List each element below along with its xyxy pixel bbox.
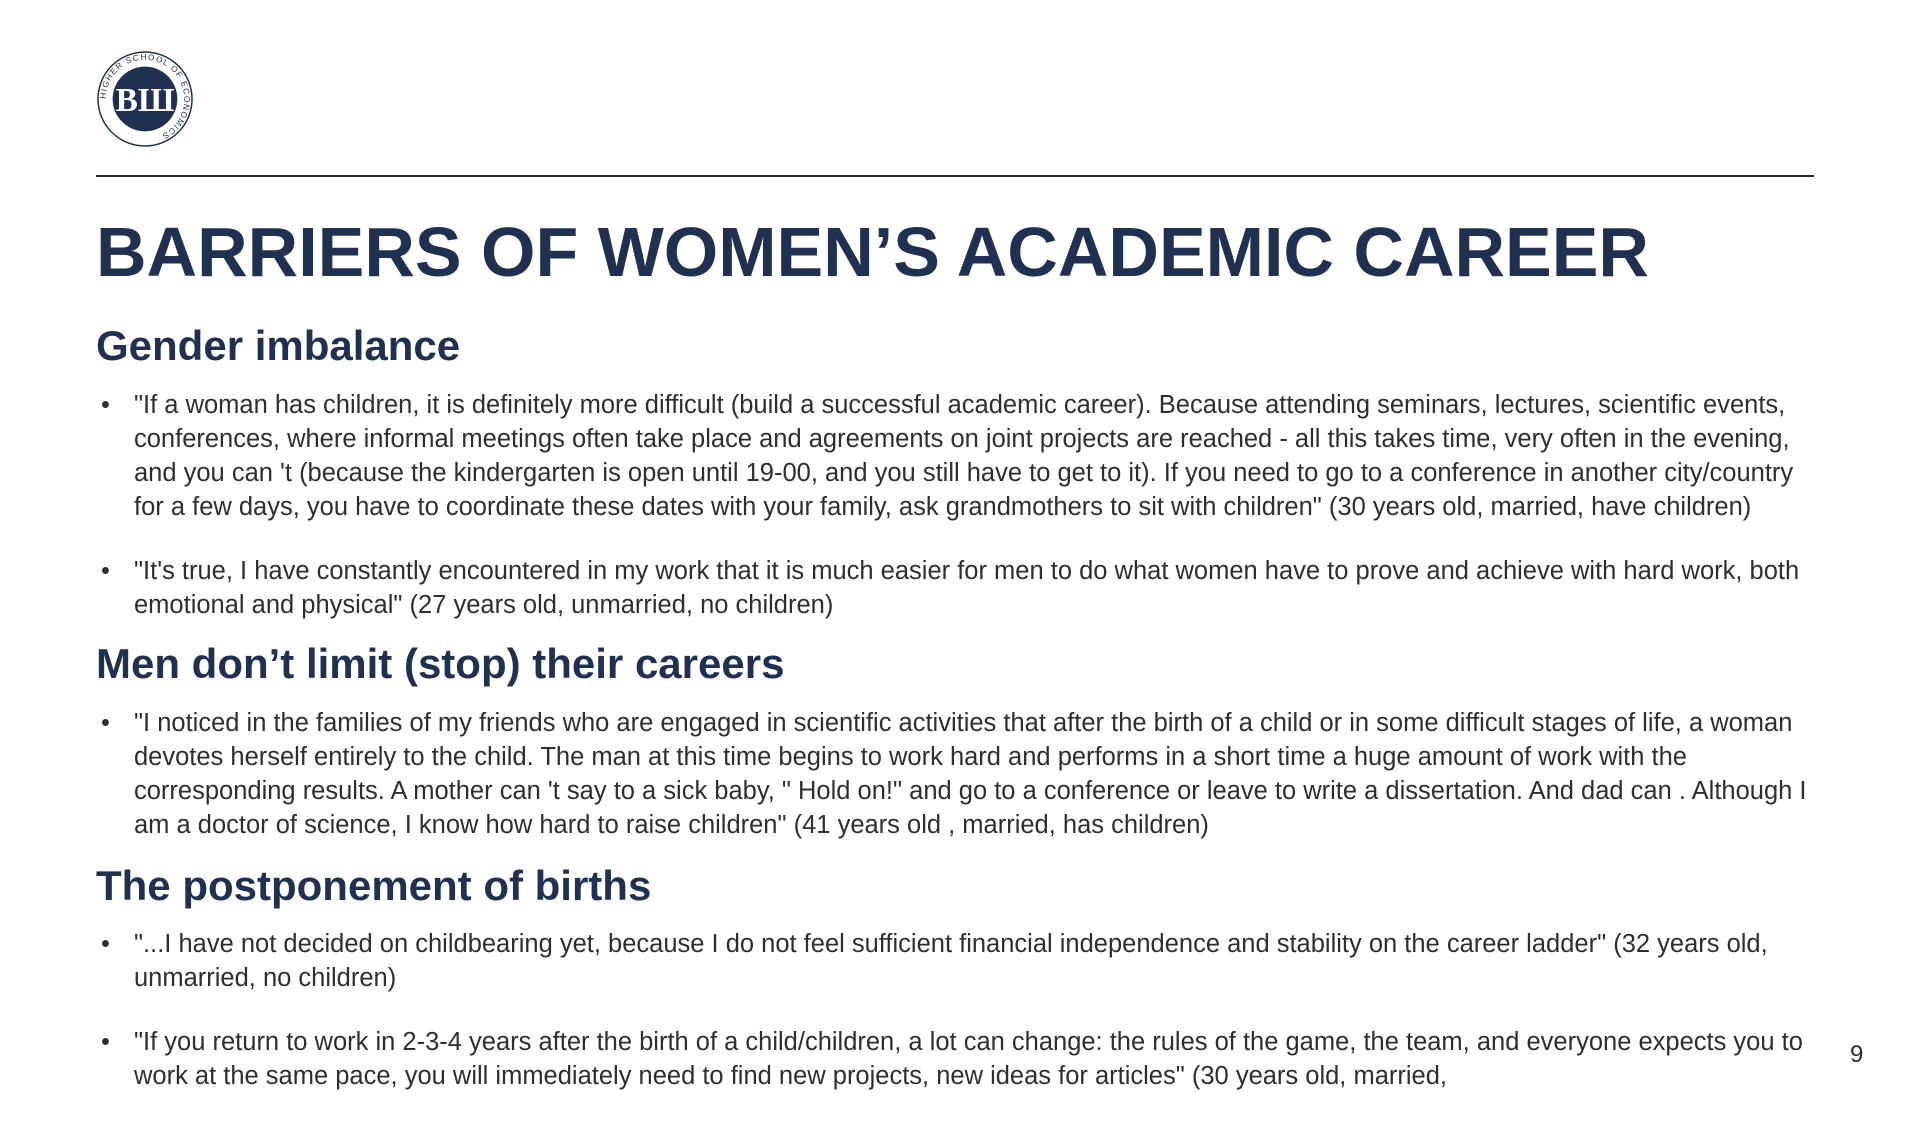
bullet-list-postponement	[96, 927, 1816, 1123]
list-item	[96, 1025, 1816, 1093]
bullet-list-gender-imbalance	[96, 388, 1816, 652]
bullet-symbol: •	[101, 709, 110, 737]
section-heading-men-careers: Men don’t limit (stop) their careers	[96, 640, 785, 687]
quote-text: "If a woman has children, it is definitely more difficult (build a successful academic career). Because attending seminars, lectures, scientific events, conferences, where informal meetings often take place and agreements on joint projects are reached - all this takes time, very often in the evening, and you can 't (because the kindergarten is open until 19-00, and you still have to get to it). If you need to go to a conference in another city/country for a few days, you have to coordinate these dates with your family, ask grandmothers to sit with children" (30 years old, married, have children)	[134, 391, 1794, 521]
section-heading-postponement: The postponement of births	[96, 862, 652, 909]
list-item	[96, 706, 1816, 842]
slide-title: BARRIERS OF WOMEN’S ACADEMIC CAREER	[96, 213, 1649, 291]
section-heading-gender-imbalance: Gender imbalance	[96, 322, 461, 369]
list-item	[96, 388, 1816, 524]
quote-text: "It's true, I have constantly encountered in my work that it is much easier for men to do what women have to prove and achieve with hard work, both emotional and physical" (27 years old, unmarried, no children)	[134, 557, 1800, 619]
bullet-symbol: •	[101, 557, 110, 585]
bullet-list-men-careers	[96, 706, 1816, 872]
page-number: 9	[1850, 1041, 1864, 1068]
hse-logo	[96, 50, 194, 148]
quote-text: "If you return to work in 2-3-4 years after the birth of a child/children, a lot can change: the rules of the game, the team, and everyone expects you to work at the same pace, you will immediately need to find new projects, new ideas for articles" (30 years old, married,	[134, 1028, 1803, 1090]
bullet-symbol: •	[101, 1028, 110, 1056]
header-divider	[96, 175, 1814, 177]
bullet-symbol: •	[101, 391, 110, 419]
quote-text: "I noticed in the families of my friends who are engaged in scientific activities that after the birth of a child or in some difficult stages of life, a woman devotes herself entirely to the child. The man at this time begins to work hard and performs in a short time a huge amount of work with the corresponding results. A mother can 't say to a sick baby, " Hold on!" and go to a conference or leave to write a dissertation. And dad can . Although I am a doctor of science, I know how hard to raise children" (41 years old , married, has children)	[134, 709, 1807, 839]
list-item	[96, 927, 1816, 995]
quote-text: "...I have not decided on childbearing yet, because I do not feel sufficient financial independence and stability on the career ladder" (32 years old, unmarried, no children)	[134, 930, 1768, 992]
bullet-symbol: •	[101, 930, 110, 958]
logo-monogram: ВШ	[115, 81, 175, 119]
list-item	[96, 554, 1816, 622]
logo-ring-text: HIGHER SCHOOL OF ECONOMICS	[97, 51, 193, 142]
